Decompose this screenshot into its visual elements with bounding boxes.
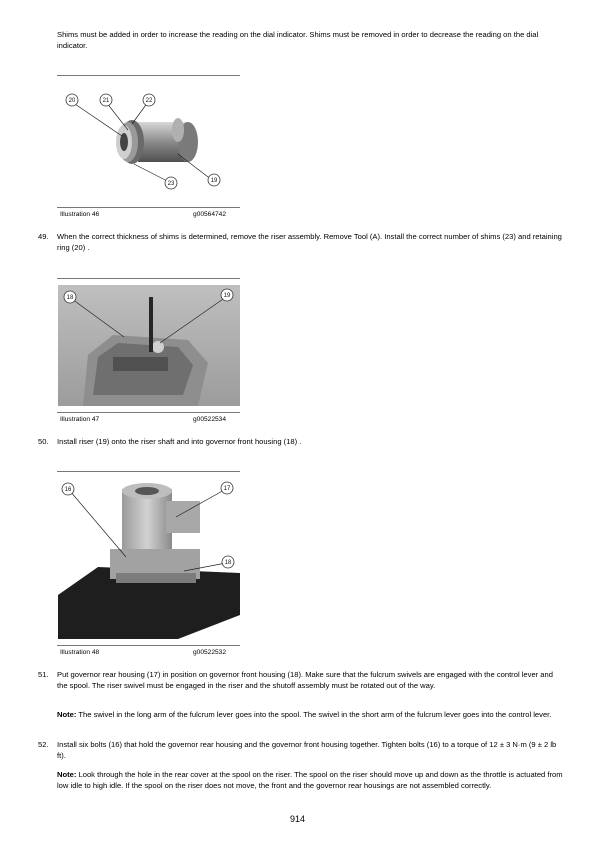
note-text: Look through the hole in the rear cover at the spool on the riser. The spool on the riser should move up and down as the throttle is actuated from low idle to high idle. If the spool on the riser does not move, the front and the governor rear housings are not assembled correctly. [57,770,563,790]
note-text: The swivel in the long arm of the fulcrum lever goes into the spool. The swivel in the short arm of the fulcrum lever goes into the control lever. [76,710,552,719]
svg-text:22: 22 [145,98,153,104]
page-number: 914 [289,814,306,824]
illustration-46-caption: Illustration 46 [60,211,100,218]
illustration-47-photo [58,285,240,406]
svg-text:17: 17 [223,486,231,492]
svg-text:21: 21 [102,98,110,104]
callout-18 [64,291,76,303]
svg-text:18: 18 [224,560,232,566]
svg-text:19: 19 [210,178,218,184]
illustration-46-photo [60,84,240,196]
step-49-text: When the correct thickness of shims is determined, remove the riser assembly. Remove Tool (A). Install the correct number of shims (23) and retaining ring (20) . [57,232,562,252]
step-51-note [57,710,565,721]
step-49-number: 49. [38,232,49,241]
illustration-bottom-rule [57,207,240,208]
callout-19 [208,174,220,186]
callout-19 [221,289,233,301]
svg-text:23: 23 [167,181,175,187]
illustration-48-ref: g00522532 [193,649,227,656]
illustration-top-rule [57,75,240,76]
step-52-number: 52. [38,740,49,749]
illustration-top-rule [57,471,240,472]
note-label: Note: [57,710,77,719]
svg-text:16: 16 [64,487,72,493]
step-52-text: Install six bolts (16) that hold the governor rear housing and the governor front housing together. Tighten bolts (16) to a torque of 12 ± 3 N·m (9 ± 2 lb ft). [57,740,557,760]
illustration-47-caption: Illustration 47 [60,416,100,423]
illustration-bottom-rule [57,412,240,413]
illustration-top-rule [57,278,240,279]
step-51-text: Put governor rear housing (17) in position on governor front housing (18). Make sure that the fulcrum swivels are engaged with the control lever and the spool. The riser swivel must be engaged in the riser and the shutoff assembly must be rotated out of the way. [57,670,553,690]
step-50-number: 50. [38,437,49,446]
step-51-number: 51. [38,670,49,679]
step-52-note [57,770,565,791]
step-50-text: Install riser (19) onto the riser shaft and into governor front housing (18) . [57,437,302,446]
callout-20 [66,94,78,106]
illustration-bottom-rule [57,645,240,646]
svg-text:18: 18 [66,295,74,301]
callout-21 [100,94,112,106]
callout-17 [221,482,233,494]
callout-23 [165,177,177,189]
intro-paragraph: Shims must be added in order to increase the reading on the dial indicator. Shims must be removed in order to decrease the reading on the dial indicator. [57,30,539,50]
svg-text:19: 19 [223,293,231,299]
svg-text:20: 20 [68,98,76,104]
callout-22 [143,94,155,106]
callout-18 [222,556,234,568]
illustration-47-ref: g00522534 [193,416,227,423]
illustration-46-ref: g00564742 [193,211,227,218]
illustration-48-caption: Illustration 48 [60,649,100,656]
callout-16 [62,483,74,495]
note-label: Note: [57,770,77,779]
illustration-48-photo [58,477,240,639]
